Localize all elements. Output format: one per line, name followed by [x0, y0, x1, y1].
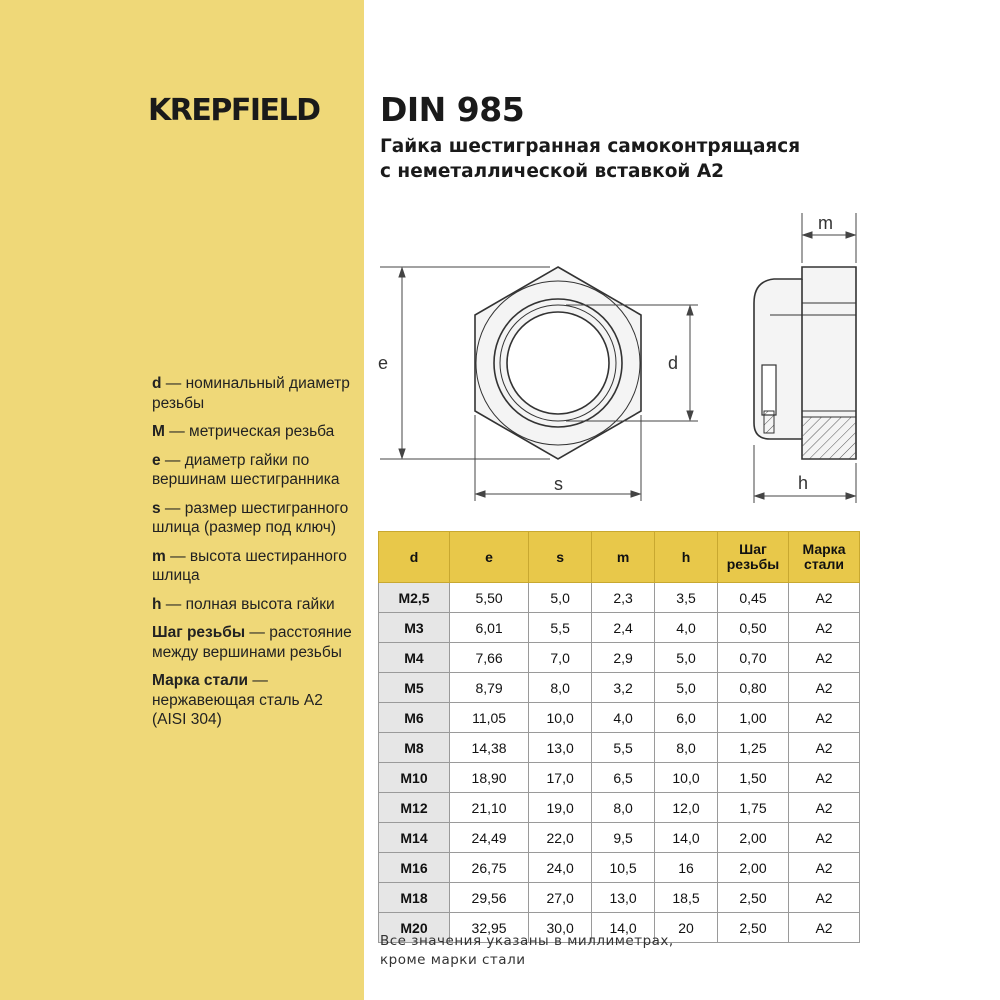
table-cell: 17,0 [529, 763, 592, 793]
table-cell: 8,79 [450, 673, 529, 703]
table-cell: 32,95 [450, 913, 529, 943]
table-cell: 6,01 [450, 613, 529, 643]
table-row [379, 793, 860, 823]
table-cell: М14 [379, 823, 450, 853]
table-cell: 1,25 [718, 733, 789, 763]
table-cell: 7,66 [450, 643, 529, 673]
label-d: d [668, 353, 679, 373]
table-cell: А2 [789, 913, 860, 943]
table-row [379, 853, 860, 883]
table-row [379, 613, 860, 643]
table-cell: А2 [789, 883, 860, 913]
table-cell: 1,50 [718, 763, 789, 793]
legend-item-h: h — полная высота гайки [152, 595, 335, 613]
table-cell: 11,05 [450, 703, 529, 733]
label-m: m [818, 213, 833, 233]
table-cell: 2,00 [718, 853, 789, 883]
table-cell: 19,0 [529, 793, 592, 823]
table-cell: 5,0 [655, 673, 718, 703]
table-cell: 20 [655, 913, 718, 943]
page-title: DIN 985 [380, 90, 525, 129]
subtitle-line-1: Гайка шестигранная самоконтрящаяся [380, 136, 801, 157]
legend-item-steel: Марка стали — нержавеющая сталь А2 (AISI 304) [152, 672, 323, 728]
table-cell: 18,5 [655, 883, 718, 913]
table-row [379, 733, 860, 763]
label-e: e [378, 353, 389, 373]
table-cell: А2 [789, 793, 860, 823]
table-cell: 1,75 [718, 793, 789, 823]
table-cell: М2,5 [379, 583, 450, 613]
legend-item-m-thread: M — метрическая резьба [152, 423, 335, 440]
table-cell: М5 [379, 673, 450, 703]
table-cell: А2 [789, 853, 860, 883]
table-cell: 26,75 [450, 853, 529, 883]
table-header-row [379, 532, 860, 583]
legend-item-d: d — номинальный диаметр резьбы [152, 375, 350, 412]
table-cell: 8,0 [655, 733, 718, 763]
table-cell: 8,0 [529, 673, 592, 703]
header-s: s [529, 532, 592, 583]
table-cell: 9,5 [592, 823, 655, 853]
table-cell: 18,90 [450, 763, 529, 793]
table-cell: 24,0 [529, 853, 592, 883]
table-cell: 2,50 [718, 913, 789, 943]
table-cell: 2,50 [718, 883, 789, 913]
label-s: s [554, 474, 563, 494]
header-e: e [450, 532, 529, 583]
table-cell: А2 [789, 763, 860, 793]
table-cell: 14,0 [655, 823, 718, 853]
page-subtitle [380, 134, 800, 184]
header-pitch: Шаг резьбы [718, 532, 789, 583]
table-row [379, 763, 860, 793]
table-cell: 8,0 [592, 793, 655, 823]
table-cell: М8 [379, 733, 450, 763]
table-cell: А2 [789, 673, 860, 703]
table-cell: М18 [379, 883, 450, 913]
table-row [379, 883, 860, 913]
table-cell: 27,0 [529, 883, 592, 913]
table-cell: 3,2 [592, 673, 655, 703]
table-cell: 0,50 [718, 613, 789, 643]
table-cell: 0,80 [718, 673, 789, 703]
table-cell: М12 [379, 793, 450, 823]
table-cell: М6 [379, 703, 450, 733]
header-steel: Марка стали [789, 532, 860, 583]
header-m: m [592, 532, 655, 583]
legend-item-m: m — высота шестиранного шлица [152, 547, 347, 584]
yellow-sidebar [0, 0, 364, 1000]
table-cell: 6,5 [592, 763, 655, 793]
table-cell: М10 [379, 763, 450, 793]
table-cell: 10,0 [655, 763, 718, 793]
table-cell: 5,5 [529, 613, 592, 643]
table-cell: М20 [379, 913, 450, 943]
table-cell: 16 [655, 853, 718, 883]
table-cell: 14,38 [450, 733, 529, 763]
table-cell: 5,50 [450, 583, 529, 613]
table-cell: 0,45 [718, 583, 789, 613]
footer-note-line-1: Все значения указаны в миллиметрах, [380, 933, 674, 949]
table-cell: М16 [379, 853, 450, 883]
dimensions-table [378, 531, 860, 943]
table-cell: А2 [789, 703, 860, 733]
table-cell: 5,5 [592, 733, 655, 763]
table-cell: 14,0 [592, 913, 655, 943]
nut-front-view [475, 267, 641, 459]
table-cell: 6,0 [655, 703, 718, 733]
table-cell: 30,0 [529, 913, 592, 943]
table-cell: А2 [789, 733, 860, 763]
table-cell: 5,0 [655, 643, 718, 673]
table-cell: А2 [789, 823, 860, 853]
table-cell: 13,0 [592, 883, 655, 913]
table-cell: 1,00 [718, 703, 789, 733]
table-cell: 4,0 [592, 703, 655, 733]
table-cell: А2 [789, 613, 860, 643]
table-cell: 24,49 [450, 823, 529, 853]
table-cell: М4 [379, 643, 450, 673]
table-row [379, 703, 860, 733]
table-row [379, 673, 860, 703]
label-h: h [798, 473, 809, 493]
table-row [379, 583, 860, 613]
nut-technical-drawing [370, 205, 870, 510]
table-cell: 7,0 [529, 643, 592, 673]
table-cell: 5,0 [529, 583, 592, 613]
table-cell: 10,5 [592, 853, 655, 883]
table-cell: М3 [379, 613, 450, 643]
table-cell: 12,0 [655, 793, 718, 823]
table-cell: 2,9 [592, 643, 655, 673]
table-cell: 21,10 [450, 793, 529, 823]
table-cell: 4,0 [655, 613, 718, 643]
table-row [379, 823, 860, 853]
table-cell: 29,56 [450, 883, 529, 913]
legend-list [152, 374, 357, 739]
table-cell: 0,70 [718, 643, 789, 673]
table-cell: 10,0 [529, 703, 592, 733]
nut-side-view [754, 267, 856, 459]
brand-logo: KREPFIELD [148, 93, 320, 128]
table-cell: А2 [789, 583, 860, 613]
dimensions-table-wrap [378, 531, 860, 943]
table-cell: А2 [789, 643, 860, 673]
legend-item-s: s — размер шестигранного шлица (размер под ключ) [152, 499, 349, 536]
table-body [379, 583, 860, 943]
table-cell: 22,0 [529, 823, 592, 853]
legend-item-pitch: Шаг резьбы — расстояние между вершинами резьбы [152, 624, 352, 661]
header-h: h [655, 532, 718, 583]
table-cell: 2,3 [592, 583, 655, 613]
footer-note [380, 932, 674, 970]
subtitle-line-2: с неметаллической вставкой А2 [380, 161, 725, 182]
legend-item-e: e — диаметр гайки по вершинам шестигранника [152, 451, 340, 488]
table-cell: 3,5 [655, 583, 718, 613]
table-row [379, 643, 860, 673]
table-cell: 2,00 [718, 823, 789, 853]
table-cell: 2,4 [592, 613, 655, 643]
header-d: d [379, 532, 450, 583]
footer-note-line-2: кроме марки стали [380, 952, 526, 968]
table-cell: 13,0 [529, 733, 592, 763]
